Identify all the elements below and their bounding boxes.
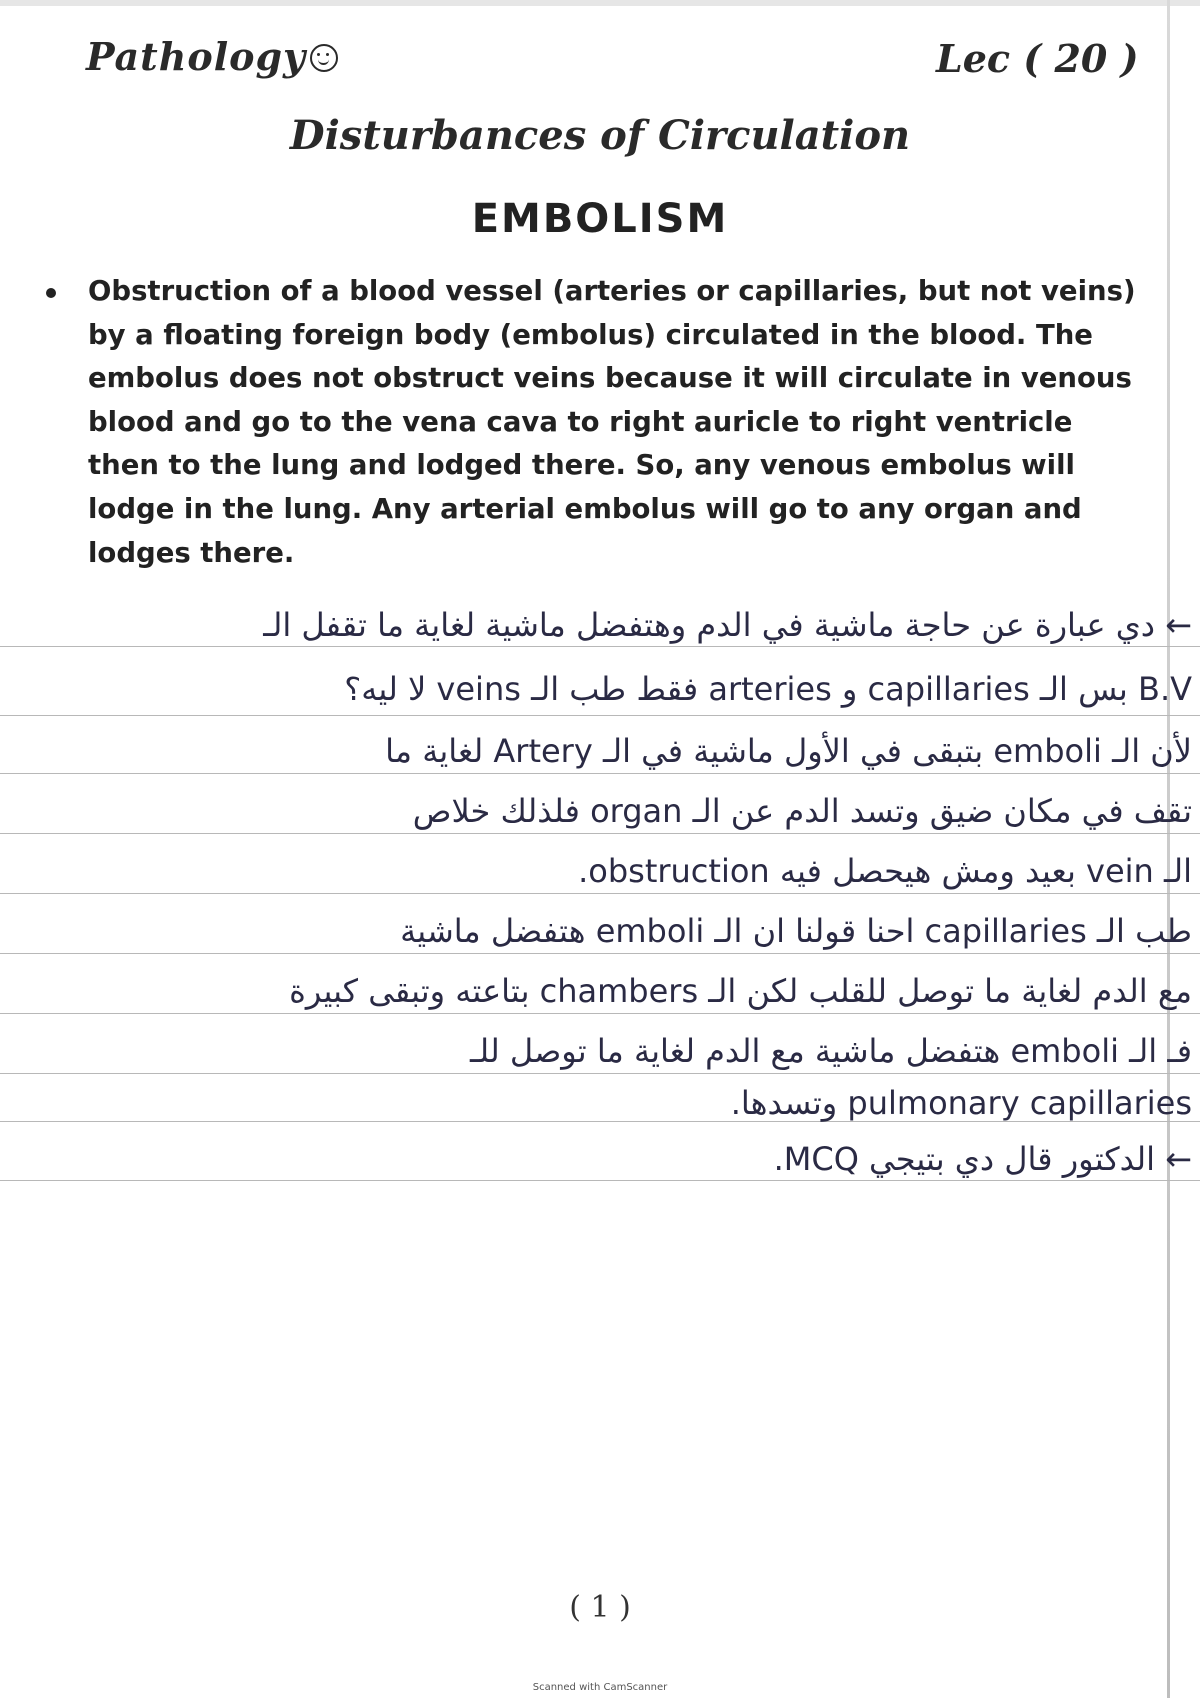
section-subtitle: Disturbances of Circulation [289, 112, 911, 159]
header-subject [86, 34, 338, 79]
definition-line: blood and go to the vena cava to right auricle to right ventricle [88, 405, 1073, 438]
handwritten-note-line: ← دي عبارة عن حاجة ماشية في الدم وهتفضل ماشية لغاية ما تقفل الـ [263, 606, 1192, 644]
ruled-line [0, 893, 1200, 894]
scanner-watermark: Scanned with CamScanner [532, 1682, 668, 1693]
page-top-edge [0, 0, 1200, 6]
page-title: EMBOLISM [471, 196, 729, 242]
ruled-line [0, 773, 1200, 774]
header-lecture: Lec ( 20 ) [936, 36, 1139, 81]
subject-text: Pathology [86, 34, 307, 79]
ruled-line [0, 833, 1200, 834]
definition-line: by a floating foreign body (embolus) circulated in the blood. The [88, 318, 1093, 351]
handwritten-note-line: الـ vein بعيد ومش هيحصل فيه obstruction. [578, 852, 1192, 890]
ruled-line [0, 1180, 1200, 1181]
handwritten-note-line: ← الدكتور قال دي بتيجي MCQ. [773, 1140, 1192, 1178]
definition-line: lodge in the lung. Any arterial embolus will go to any organ and [88, 492, 1082, 525]
handwritten-note-line: طب الـ capillaries احنا قولنا ان الـ emboli هتفضل ماشية [400, 912, 1192, 950]
bullet-dot [46, 288, 56, 298]
definition-line: then to the lung and lodged there. So, any venous embolus will [88, 449, 1075, 482]
definition-line: Obstruction of a blood vessel (arteries or capillaries, but not veins) [88, 275, 1136, 307]
ruled-line [0, 1073, 1200, 1074]
handwritten-note-line: تقف في مكان ضيق وتسد الدم عن الـ organ فلذلك خلاص [412, 792, 1192, 830]
handwritten-note-line: مع الدم لغاية ما توصل للقلب لكن الـ chambers بتاعته وتبقى كبيرة [289, 972, 1192, 1010]
handwritten-note-line: B.V بس الـ capillaries و arteries فقط طب الـ veins لا ليه؟ [344, 670, 1192, 708]
definition-line: embolus does not obstruct veins because it will circulate in venous [88, 362, 1132, 395]
definition-paragraph [88, 270, 1200, 575]
handwritten-note-line: pulmonary capillaries وتسدها. [730, 1084, 1192, 1122]
handwritten-note-line: فـ الـ emboli هتفضل ماشية مع الدم لغاية ما توصل للـ [469, 1032, 1192, 1070]
smiley-face-icon [310, 44, 338, 72]
page-number: ( 1 ) [569, 1590, 631, 1625]
ruled-line [0, 1013, 1200, 1014]
ruled-line [0, 715, 1200, 716]
handwritten-note-line: لأن الـ emboli بتبقى في الأول ماشية في الـ Artery لغاية ما [385, 732, 1192, 770]
definition-line: lodges there. [88, 536, 295, 569]
page-right-edge [1167, 0, 1170, 1698]
ruled-line [0, 646, 1200, 647]
ruled-line [0, 953, 1200, 954]
